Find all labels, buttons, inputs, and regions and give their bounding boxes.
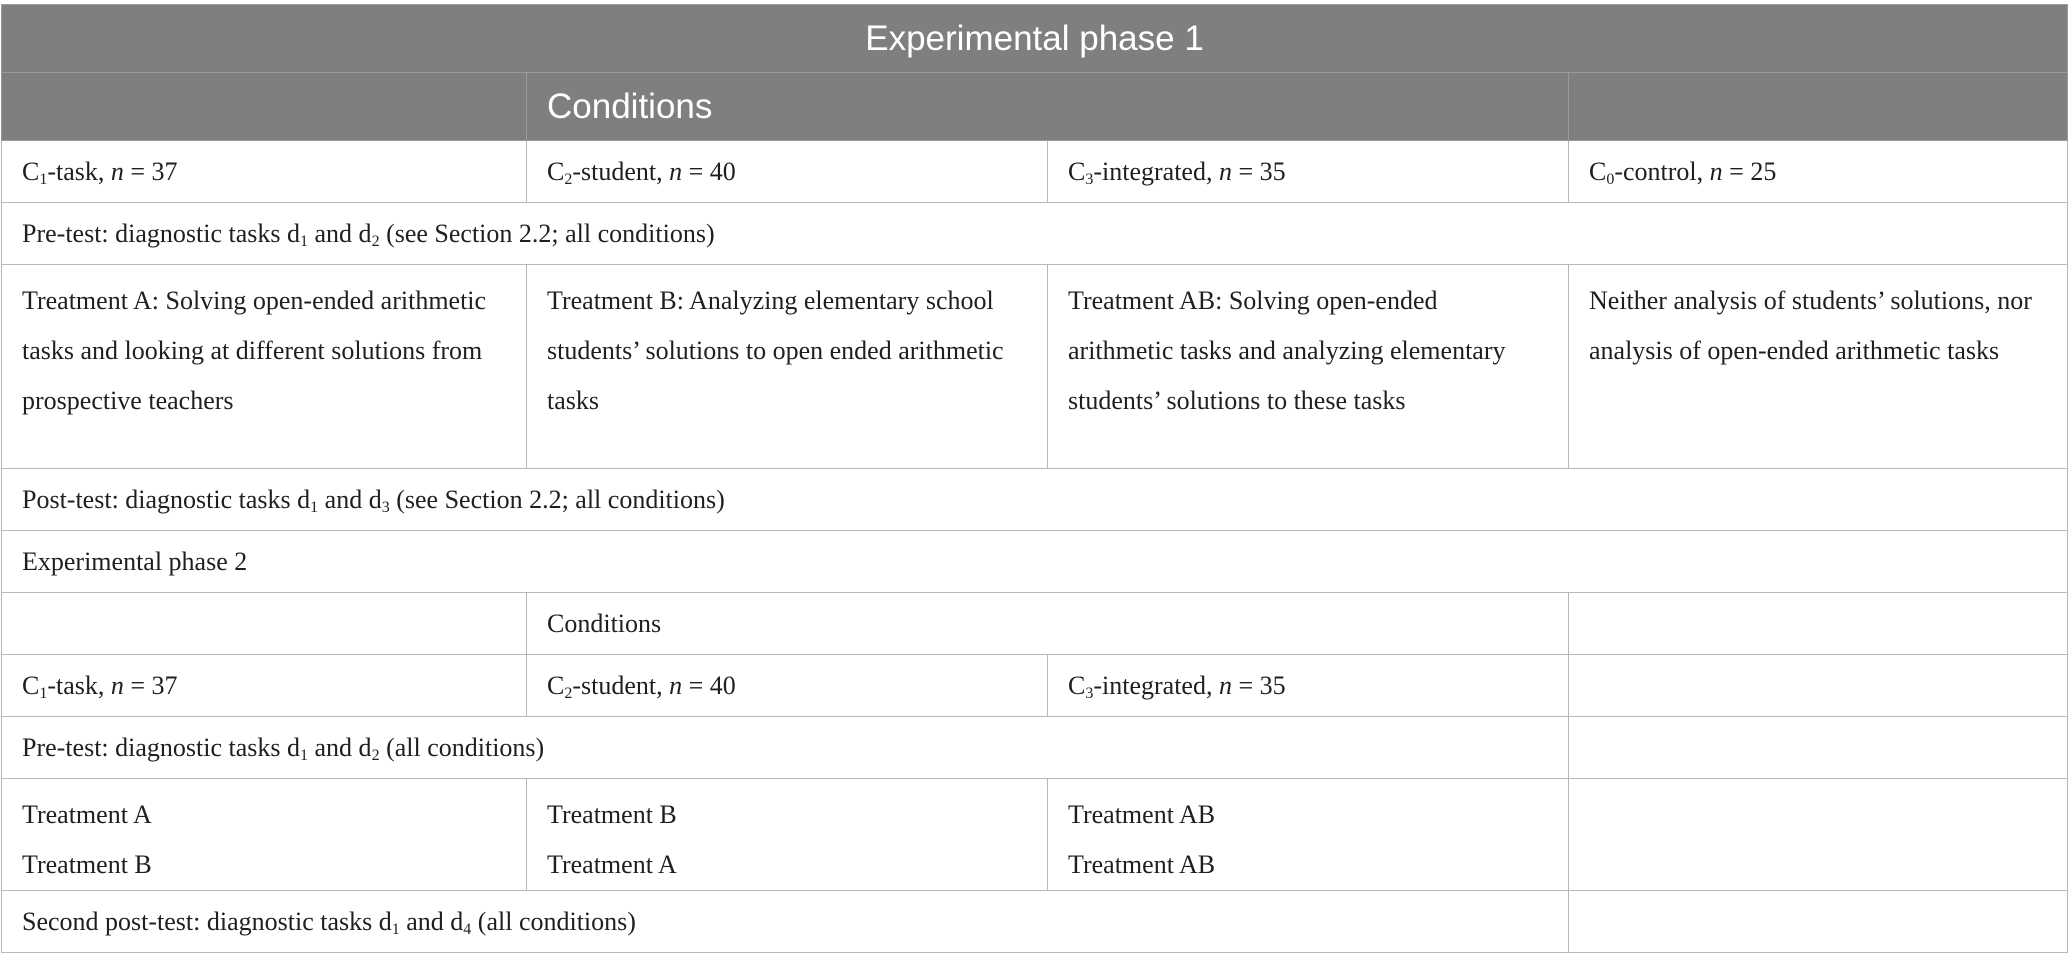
- phase1-posttest-cell: Post-test: diagnostic tasks $d_1$ and $d_3$ (see Section 2.2; all conditions): [2, 469, 2068, 531]
- group-cell-c3: $C_3$-integrated, n = 35: [1048, 655, 1569, 717]
- empty-cell: [1569, 779, 2068, 891]
- control-cell: Neither analysis of students’ solutions, nor analysis of open-ended arithmetic tasks: [1569, 265, 2068, 469]
- header-empty-cell: [2, 73, 527, 141]
- treatment-a-cell: Treatment A: Solving open-ended arithmetic tasks and looking at different solutions from prospective teachers: [2, 265, 527, 469]
- phase1-treatments-row: [2, 265, 2068, 469]
- empty-cell: [1569, 891, 2068, 953]
- phase2-pretest-row: [2, 717, 2068, 779]
- phase2-treatment-cell-c2: Treatment B Treatment A: [527, 779, 1048, 891]
- phase2-treatments-row: [2, 779, 2068, 891]
- group-cell-c3: $C_3$-integrated, n = 35: [1048, 141, 1569, 203]
- phase1-groups-row: [2, 141, 2068, 203]
- phase1-pretest-cell: Pre-test: diagnostic tasks $d_1$ and $d_2$ (see Section 2.2; all conditions): [2, 203, 2068, 265]
- group-cell-c2: $C_2$-student, n = 40: [527, 655, 1048, 717]
- empty-cell: [2, 593, 527, 655]
- table-title: Experimental phase 1: [2, 5, 2068, 73]
- phase2-treatment-cell-c3: Treatment AB Treatment AB: [1048, 779, 1569, 891]
- group-cell-c2: $C_2$-student, n = 40: [527, 141, 1048, 203]
- phase2-posttest-cell: Second post-test: diagnostic tasks $d_1$ and $d_4$ (all conditions): [2, 891, 1569, 953]
- empty-cell: [1569, 717, 2068, 779]
- treatment-ab-cell: Treatment AB: Solving open-ended arithmetic tasks and analyzing elementary students’ solutions to these tasks: [1048, 265, 1569, 469]
- group-cell-c0: $C_0$-control, n = 25: [1569, 141, 2068, 203]
- empty-cell: [1569, 655, 2068, 717]
- group-cell-c1: $C_1$-task, n = 37: [2, 141, 527, 203]
- phase1-posttest-row: [2, 469, 2068, 531]
- phase2-title-row: [2, 531, 2068, 593]
- empty-cell: [1569, 593, 2068, 655]
- phase2-title: Experimental phase 2: [2, 531, 2068, 593]
- phase2-pretest-cell: Pre-test: diagnostic tasks $d_1$ and $d_2$ (all conditions): [2, 717, 1569, 779]
- group-cell-c1: $C_1$-task, n = 37: [2, 655, 527, 717]
- experimental-design-table: [1, 4, 2068, 953]
- treatment-b-cell: Treatment B: Analyzing elementary school students’ solutions to open ended arithmetic tasks: [527, 265, 1048, 469]
- conditions-header-row: [2, 73, 2068, 141]
- phase2-posttest-row: [2, 891, 2068, 953]
- phase2-groups-row: [2, 655, 2068, 717]
- conditions-header: Conditions: [527, 73, 1569, 141]
- phase2-conditions-row: [2, 593, 2068, 655]
- phase1-pretest-row: [2, 203, 2068, 265]
- phase2-conditions-header: Conditions: [527, 593, 1569, 655]
- header-empty-cell: [1569, 73, 2068, 141]
- table-title-row: [2, 5, 2068, 73]
- phase2-treatment-cell-c1: Treatment A Treatment B: [2, 779, 527, 891]
